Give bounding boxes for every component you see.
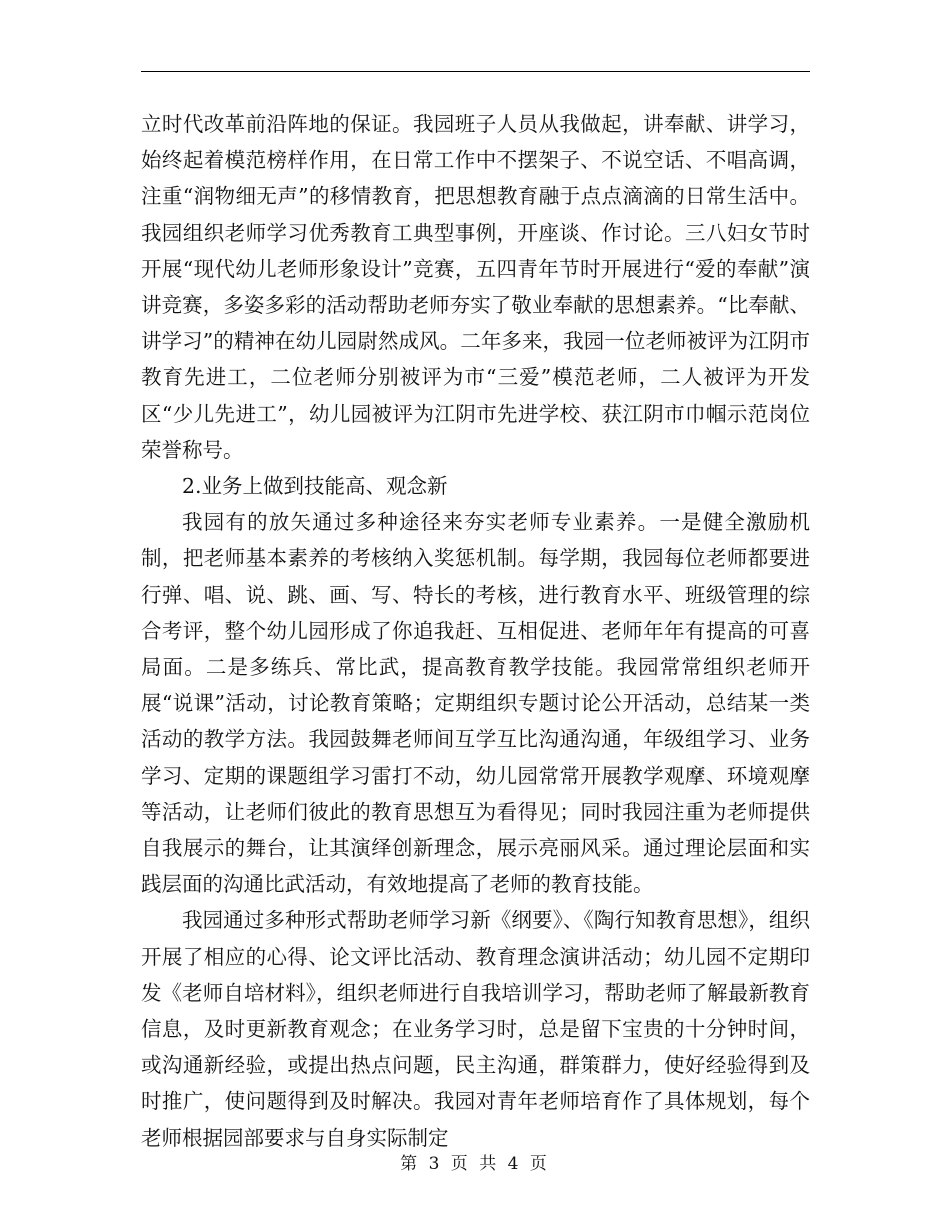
paragraph-learning: 我园通过多种形式帮助老师学习新《纲要》、《陶行知教育思想》，组织开展了相应的心得、论文评比活动、教育理念演讲活动；幼儿园不定期印发《老师自培材料》，组织老师进行自我培训学习，帮助老师了解最新教育信息，及时更新教育观念；在业务学习时，总是留下宝贵的十分钟时间，或沟通新经验，或提出热点问题，民主沟通，群策群力，使好经验得到及时推广，使问题得到及时解决。我园对青年老师培育作了具体规划，每个老师根据园部要求与自身实际制定 [141,908,810,1150]
document-body [141,106,810,1156]
page-number-footer: 第 3 页 共 4 页 [400,1154,550,1174]
paragraph-continuation: 立时代改革前沿阵地的保证。我园班子人员从我做起，讲奉献、讲学习，始终起着模范榜样作用，在日常工作中不摆架子、不说空话、不唱高调，注重“润物细无声”的移情教育，把思想教育融于点点滴滴的日常生活中。我园组织老师学习优秀教育工典型事例，开座谈、作讨论。三八妇女节时开展“现代幼儿老师形象设计”竞赛，五四青年节时开展进行“爱的奉献”演讲竞赛，多姿多彩的活动帮助老师夯实了敬业奉献的思想素养。“比奉献、讲学习”的精神在幼儿园尉然成风。二年多来，我园一位老师被评为江阴市教育先进工，二位老师分别被评为市“三爱”模范老师，二人被评为开发区“少儿先进工”，幼儿园被评为江阴市先进学校、获江阴市巾帼示范岗位荣誉称号。 [141,112,810,462]
paragraph-skills: 我园有的放矢通过多种途径来夯实老师专业素养。一是健全激励机制，把老师基本素养的考核纳入奖惩机制。每学期，我园每位老师都要进行弹、唱、说、跳、画、写、特长的考核，进行教育水平、班级管理的综合考评，整个幼儿园形成了你追我赶、互相促进、老师年年有提高的可喜局面。二是多练兵、常比武，提高教育教学技能。我园常常组织老师开展“说课”活动，讨论教育策略；定期组织专题讨论公开活动，总结某一类活动的教学方法。我园鼓舞老师间互学互比沟通沟通，年级组学习、业务学习、定期的课题组学习雷打不动，幼儿园常常开展教学观摩、环境观摩等活动，让老师们彼此的教育思想互为看得见；同时我园注重为老师提供自我展示的舞台，让其演绎创新理念，展示亮丽风采。通过理论层面和实践层面的沟通比武活动，有效地提高了老师的教育技能。 [141,510,810,897]
header-rule [141,71,810,72]
section-subheading: 2.业务上做到技能高、观念新 [182,474,448,499]
